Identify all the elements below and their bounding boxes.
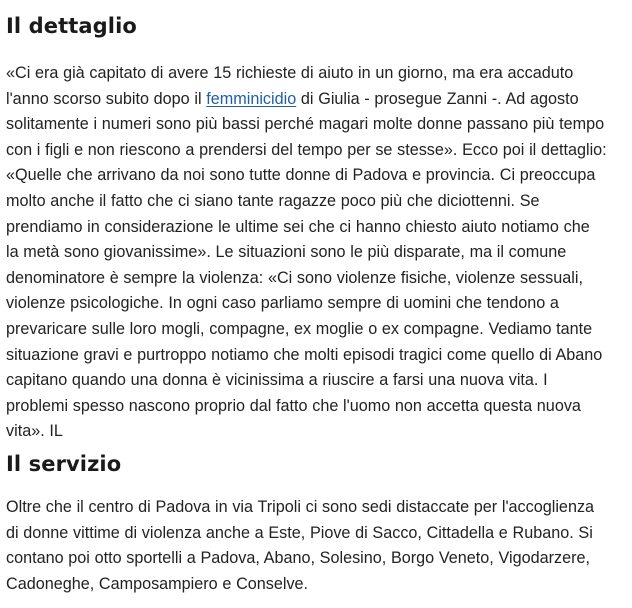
text-line: contano poi otto sportelli a Padova, Abano, Solesino, Borgo Veneto, Vigodarzere,	[6, 549, 590, 568]
text-line: Oltre che il centro di Padova in via Tripoli ci sono sedi distaccate per l'accoglienza	[6, 498, 595, 516]
text-line: situazione gravi e purtroppo notiamo che molti episodi tragici come quello di Abano	[6, 345, 603, 364]
text-line: «Ci era già capitato di avere 15 richieste di aiuto in un giorno, ma era accaduto	[6, 64, 574, 82]
text-fragment: l'anno scorso subito dopo il	[6, 89, 207, 108]
femminicidio-link[interactable]: femminicidio	[206, 89, 297, 108]
text-line: con i figli e non riescono a prendersi del tempo per se stesse». Ecco poi il dettaglio:	[6, 140, 607, 159]
scrollbar[interactable]	[628, 0, 632, 608]
paragraph-dettaglio	[6, 61, 628, 445]
text-line: Cadoneghe, Camposampiero e Conselve.	[6, 574, 309, 593]
paragraph-servizio	[6, 495, 628, 597]
text-line: prendiamo in considerazione le ultime sei che ci hanno chiesto aiuto notiamo che	[6, 217, 590, 236]
text-line: violenze psicologiche. In ogni caso parliamo sempre di uomini che tendono a	[6, 294, 559, 313]
text-fragment: di Giulia - prosegue Zanni -. Ad agosto	[296, 89, 579, 108]
text-line: denominatore è sempre la violenza: «Ci sono violenze fisiche, violenze sessuali,	[6, 268, 583, 287]
section-heading-servizio: Il servizio	[6, 452, 122, 476]
text-line: molto anche il fatto che ci siano tante ragazze poco più che diciottenni. Se	[6, 191, 540, 210]
text-line: di donne vittime di violenza anche a Este, Piove di Sacco, Cittadella e Rubano. Si	[6, 523, 593, 542]
text-line: «Quelle che arrivano da noi sono tutte donne di Padova e provincia. Ci preoccupa	[6, 166, 596, 185]
text-line: solitamente i numeri sono più bassi perché magari molte donne passano più tempo	[6, 115, 605, 134]
text-line: capitano quando una donna è vicinissima a riuscire a farsi una nuova vita. I	[6, 371, 548, 390]
text-line: vita». IL	[6, 422, 63, 441]
text-line: problemi spesso nascono proprio dal fatto che l'uomo non accetta questa nuova	[6, 396, 581, 415]
text-line	[6, 87, 628, 113]
text-line: la metà sono giovanissime». Le situazioni sono le più disparate, ma il comune	[6, 243, 567, 262]
text-line: prevaricare sulle loro mogli, compagne, ex moglie o ex compagne. Vediamo tante	[6, 319, 593, 338]
section-heading-dettaglio: Il dettaglio	[6, 14, 137, 38]
